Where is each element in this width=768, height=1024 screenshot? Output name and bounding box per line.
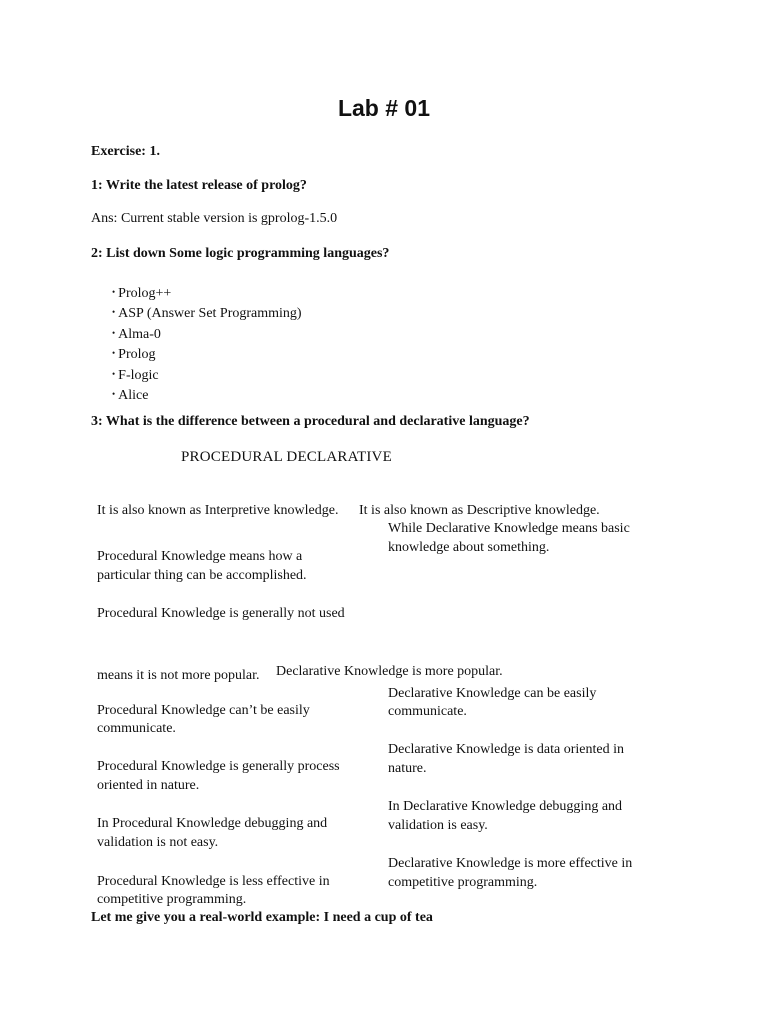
list-item: • Alice <box>112 388 149 404</box>
declarative-line: In Declarative Knowledge debugging and <box>388 799 623 814</box>
procedural-line: particular thing can be accomplished. <box>97 568 307 583</box>
bullet-icon: • <box>112 307 116 318</box>
bullet-icon: • <box>112 348 116 359</box>
bullet-icon: • <box>112 368 116 379</box>
declarative-line: nature. <box>388 761 427 776</box>
declarative-line: Declarative Knowledge is data oriented in <box>388 742 624 757</box>
list-item: • Prolog <box>112 347 156 363</box>
procedural-line: Procedural Knowledge is generally not used <box>97 606 345 621</box>
declarative-line: validation is easy. <box>388 818 488 833</box>
procedural-line: oriented in nature. <box>97 778 200 793</box>
list-item: • F-logic <box>112 367 159 383</box>
comparison-header: PROCEDURAL DECLARATIVE <box>181 449 392 465</box>
question-1: 1: Write the latest release of prolog? <box>91 178 307 193</box>
declarative-line: knowledge about something. <box>388 540 550 555</box>
answer-1: Ans: Current stable version is gprolog-1.5.0 <box>91 211 338 226</box>
page-title: Lab # 01 <box>337 95 431 121</box>
procedural-line: competitive programming. <box>97 892 247 907</box>
list-item: • Prolog++ <box>112 286 172 301</box>
question-2: 2: List down Some logic programming languages? <box>91 246 390 261</box>
exercise-heading: Exercise: 1. <box>91 144 160 159</box>
procedural-line: communicate. <box>97 721 176 736</box>
bullet-icon: • <box>112 287 116 297</box>
procedural-line: Procedural Knowledge is generally process <box>97 759 340 774</box>
bullet-icon: • <box>112 389 116 400</box>
declarative-line: competitive programming. <box>388 875 538 890</box>
procedural-line: means it is not more popular. <box>97 668 260 683</box>
procedural-line: It is also known as Interpretive knowledge. <box>97 503 339 518</box>
procedural-line: validation is not easy. <box>97 835 219 850</box>
language-list <box>112 283 302 405</box>
procedural-line: Procedural Knowledge can’t be easily <box>97 703 310 718</box>
declarative-line: Declarative Knowledge can be easily <box>388 686 597 701</box>
bullet-icon: • <box>112 327 116 338</box>
question-3: 3: What is the difference between a procedural and declarative language? <box>91 414 530 429</box>
declarative-line: Declarative Knowledge is more effective in <box>388 856 633 871</box>
procedural-line: Procedural Knowledge is less effective in <box>97 874 330 889</box>
declarative-line: While Declarative Knowledge means basic <box>388 521 630 536</box>
list-item: • Alma-0 <box>112 326 161 342</box>
list-item: • ASP (Answer Set Programming) <box>112 306 302 322</box>
procedural-line: In Procedural Knowledge debugging and <box>97 816 328 831</box>
declarative-line: communicate. <box>388 704 467 719</box>
declarative-line: It is also known as Descriptive knowledge. <box>359 503 600 518</box>
procedural-line: Procedural Knowledge means how a <box>97 549 303 564</box>
example-statement: Let me give you a real-world example: I need a cup of tea <box>91 910 433 925</box>
declarative-line: Declarative Knowledge is more popular. <box>276 664 503 679</box>
